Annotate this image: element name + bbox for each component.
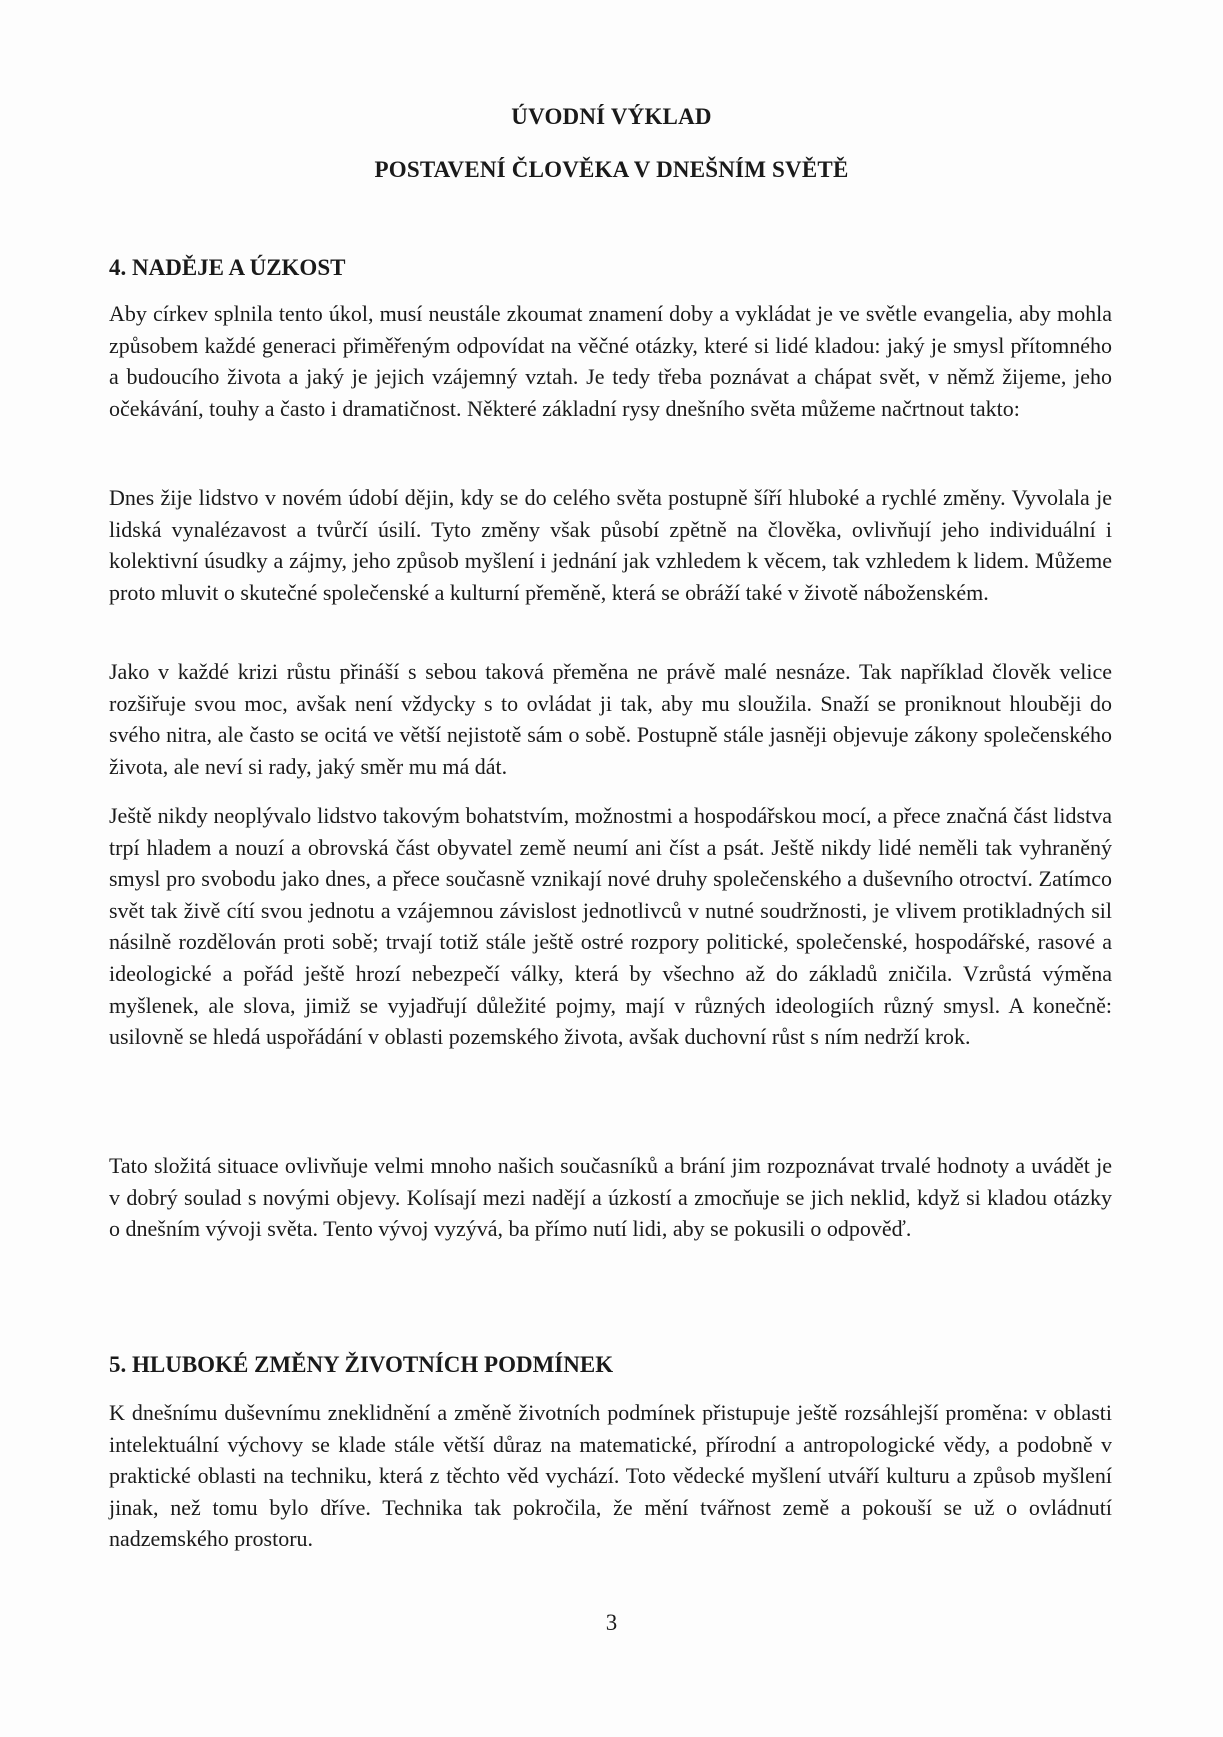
document-subtitle: POSTAVENÍ ČLOVĚKA V DNEŠNÍM SVĚTĚ <box>374 157 849 182</box>
page-number: 3 <box>605 1610 618 1635</box>
document-title: ÚVODNÍ VÝKLAD <box>511 104 712 129</box>
paragraph: Tato složitá situace ovlivňuje velmi mnoho našich současníků a brání jim rozpoznávat trvalé hodnoty a uvádět je v dobrý soulad s novými objevy. Kolísají mezi nadějí a úzkostí a zmocňuje se jich neklid, když si kladou otázky o dnešním vývoji světa. Tento vývoj vyzývá, ba přímo nutí lidi, aby se pokusili o odpověď. <box>109 1153 1112 1242</box>
paragraph: Ještě nikdy neoplývalo lidstvo takovým bohatstvím, možnostmi a hospodářskou mocí, a přece značná část lidstva trpí hladem a nouzí a obrovská část obyvatel země neumí ani číst a psát. Ještě nikdy lidé neměli tak vyhraněný smysl pro svobodu jako dnes, a přece současně vznikají nové druhy společenského a duševního otroctví. Zatímco svět tak živě cítí svou jednotu a vzájemnou závislost jednotlivců v nutné soudržnosti, je vlivem protikladných sil násilně rozdělován proti sobě; trvají totiž stále ještě ostré rozpory politické, společenské, hospodářské, rasové a ideologické a pořád ještě hrozí nebezpečí války, která by všechno až do základů zničila. Vzrůstá výměna myšlenek, ale slova, jimiž se vyjadřují důležité pojmy, mají v různých ideologiích různý smysl. A konečně: usilovně se hledá uspořádání v oblasti pozemského života, avšak duchovní růst s ním nedrží krok. <box>109 803 1112 1050</box>
paragraph: K dnešnímu duševnímu zneklidnění a změně životních podmínek přistupuje ještě rozsáhlejší proměna: v oblasti intelektuální výchovy se klade stále větší důraz na matematické, přírodní a antropologické vědy, a podobně v praktické oblasti na techniku, která z těchto věd vychází. Toto vědecké myšlení utváří kulturu a způsob myšlení jinak, než tomu bylo dříve. Technika tak pokročila, že mění tvářnost země a pokouší se už o ovládnutí nadzemského prostoru. <box>109 1400 1112 1552</box>
section-heading: 5. HLUBOKÉ ZMĚNY ŽIVOTNÍCH PODMÍNEK <box>109 1352 614 1377</box>
paragraph: Aby církev splnila tento úkol, musí neustále zkoumat znamení doby a vykládat je ve světle evangelia, aby mohla způsobem každé generaci přiměřeným odpovídat na věčné otázky, které si lidé kladou: jaký je smysl přítomného a budoucího života a jaký je jejich vzájemný vztah. Je tedy třeba poznávat a chápat svět, v němž žijeme, jeho očekávání, touhy a často i dramatičnost. Některé základní rysy dnešního světa můžeme načrtnout takto: <box>109 301 1112 421</box>
section-heading-text: 4. NADĚJE A ÚZKOST <box>109 255 346 280</box>
paragraph: Jako v každé krizi růstu přináší s sebou taková přeměna ne právě malé nesnáze. Tak například člověk velice rozšiřuje svou moc, avšak není vždycky s to ovládat ji tak, aby mu sloužila. Snaží se proniknout hlouběji do svého nitra, ale často se ocitá ve větší nejistotě sám o sobě. Postupně stále jasněji objevuje zákony společenského života, ale neví si rady, jaký směr mu má dát. <box>109 659 1112 779</box>
section-heading <box>109 255 345 281</box>
paragraph: Dnes žije lidstvo v novém údobí dějin, kdy se do celého světa postupně šíří hluboké a rychlé změny. Vyvolala je lidská vynalézavost a tvůrčí úsilí. Tyto změny však působí zpětně na člověka, ovlivňují jeho individuální i kolektivní úsudky a zájmy, jeho způsob myšlení i jednání jak vzhledem k věcem, tak vzhledem k lidem. Můžeme proto mluvit o skutečné společenské a kulturní přeměně, která se obráží také v životě náboženském. <box>109 485 1112 605</box>
